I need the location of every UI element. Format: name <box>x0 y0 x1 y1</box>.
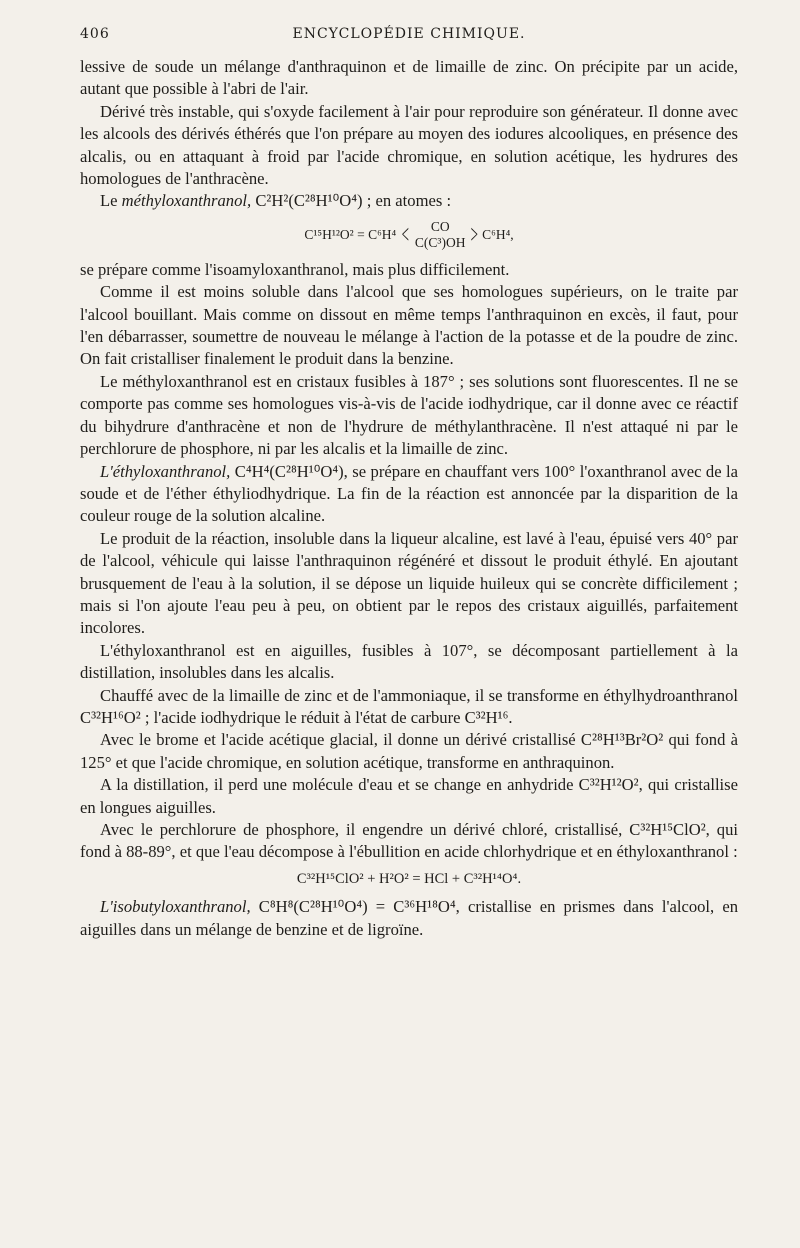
paragraph-13: Avec le perchlorure de phosphore, il engendre un dérivé chloré, cristallisé, C³²H¹⁵ClO², qui fond à 88-89°, et que l'eau décompose à l'ébullition en acide chlorhydrique et en éthyloxanthranol : <box>80 820 738 862</box>
formula-methyloxanthranol <box>80 219 738 251</box>
paragraph-6: Le méthyloxanthranol est en cristaux fusibles à 187° ; ses solutions sont fluorescentes. Il ne se comporte pas comme ses homologues vis-à-vis de l'acide iodhydrique, car il donne avec ce réactif du bihydrure d'anthracène et non de l'hydrure de méthylanthracène. Il n'est attaqué ni par le perchlorure de phosphore, ni par les alcalis et la limaille de zinc. <box>80 371 738 459</box>
body-text <box>80 56 738 941</box>
paragraph-7-rest: C⁴H⁴(C²⁸H¹⁰O⁴), se prépare en chauffant vers 100° l'oxanthranol avec de la soude et de l'éther éthyliodhydrique. La fin de la réaction est annoncée par la disparition de la couleur rouge de la solution alcaline. <box>80 461 738 526</box>
paragraph-8: Le produit de la réaction, insoluble dans la liqueur alcaline, est lavé à l'eau, épuisé vers 40° par de l'alcool, véhicule qui laisse l'anthraquinon régénéré et dissout le produit éthylé. En ajoutant brusquement de l'eau à la solution, il se dépose un liquide huileux qui se concrète difficilement ; mais si l'on ajoute l'eau peu à peu, on obtient par le repos des cristaux aiguillés, parfaitement incolores. <box>80 528 738 638</box>
paragraph-3 <box>80 190 738 212</box>
compound-name-methyloxanthranol: méthyloxanthranol, <box>121 191 252 211</box>
paragraph-11: Avec le brome et l'acide acétique glacial, il donne un dérivé cristallisé C²⁸H¹³Br²O² qui fond à 125° et que l'acide chromique, en solution acétique, transforme en anthraquinon. <box>80 730 738 772</box>
bracket-right: > <box>471 219 479 249</box>
bracket-left: < <box>401 219 410 249</box>
compound-name-isobutyloxanthranol: L'isobutyloxanthranol, <box>100 897 251 917</box>
formula-reaction: C³²H¹⁵ClO² + H²O² = HCl + C³²H¹⁴O⁴. <box>296 870 522 887</box>
paragraph-7 <box>80 461 738 528</box>
paragraph-2: Dérivé très instable, qui s'oxyde facilement à l'air pour reproduire son générateur. Il donne avec les alcools des dérivés éthérés que l'on prépare au moyen des iodures alcooliques, en présence des alcalis, ou en attaquant à froid par l'acide chromique, en solution acétique, les hydrures des homologues de l'anthracène. <box>80 101 738 189</box>
compound-name-ethyloxanthranol: L'éthyloxanthranol, <box>100 461 231 481</box>
page-number: 406 <box>80 26 110 42</box>
paragraph-4: se prépare comme l'isoamyloxanthranol, mais plus difficilement. <box>80 259 510 279</box>
formula-top: CO <box>430 218 450 234</box>
formula-bottom: C(C³)OH <box>414 234 466 250</box>
paragraph-3-prefix: Le <box>100 191 122 211</box>
running-title: ENCYCLOPÉDIE CHIMIQUE. <box>292 26 526 42</box>
paragraph-9: L'éthyloxanthranol est en aiguilles, fusibles à 107°, se décomposant partiellement à la distillation, insolubles dans les alcalis. <box>80 640 738 683</box>
paragraph-1: lessive de soude un mélange d'anthraquinon et de limaille de zinc. On précipite par un acide, autant que possible à l'abri de l'air. <box>80 57 738 99</box>
paragraph-14 <box>80 896 738 941</box>
paragraph-3-rest: C²H²(C²⁸H¹⁰O⁴) ; en atomes : <box>251 191 452 211</box>
paragraph-12: A la distillation, il perd une molécule d'eau et se change en anhydride C³²H¹²O², qui cristallise en longues aiguilles. <box>80 775 738 817</box>
formula-right: C⁶H⁴, <box>482 226 514 242</box>
formula-left: C¹⁵H¹²O² = C⁶H⁴ <box>304 226 397 242</box>
paragraph-5: Comme il est moins soluble dans l'alcool que ses homologues supérieurs, on le traite par l'alcool bouillant. Mais comme on dissout en même temps l'anthraquinon en excès, il faut, pour l'en débarrasser, soumettre de nouveau le mélange à l'action de la potasse et de la poudre de zinc. On fait cristalliser finalement le produit dans la benzine. <box>80 282 738 369</box>
page-header <box>80 26 738 42</box>
formula-stack <box>415 219 466 251</box>
paragraph-14-rest: C⁸H⁸(C²⁸H¹⁰O⁴) = C³⁶H¹⁸O⁴, cristallise en prismes dans l'alcool, en aiguilles dans un mélange de benzine et de ligroïne. <box>80 897 738 939</box>
paragraph-10: Chauffé avec de la limaille de zinc et de l'ammoniaque, il se transforme en éthylhydroanthranol C³²H¹⁶O² ; l'acide iodhydrique le réduit à l'état de carbure C³²H¹⁶. <box>80 685 738 727</box>
